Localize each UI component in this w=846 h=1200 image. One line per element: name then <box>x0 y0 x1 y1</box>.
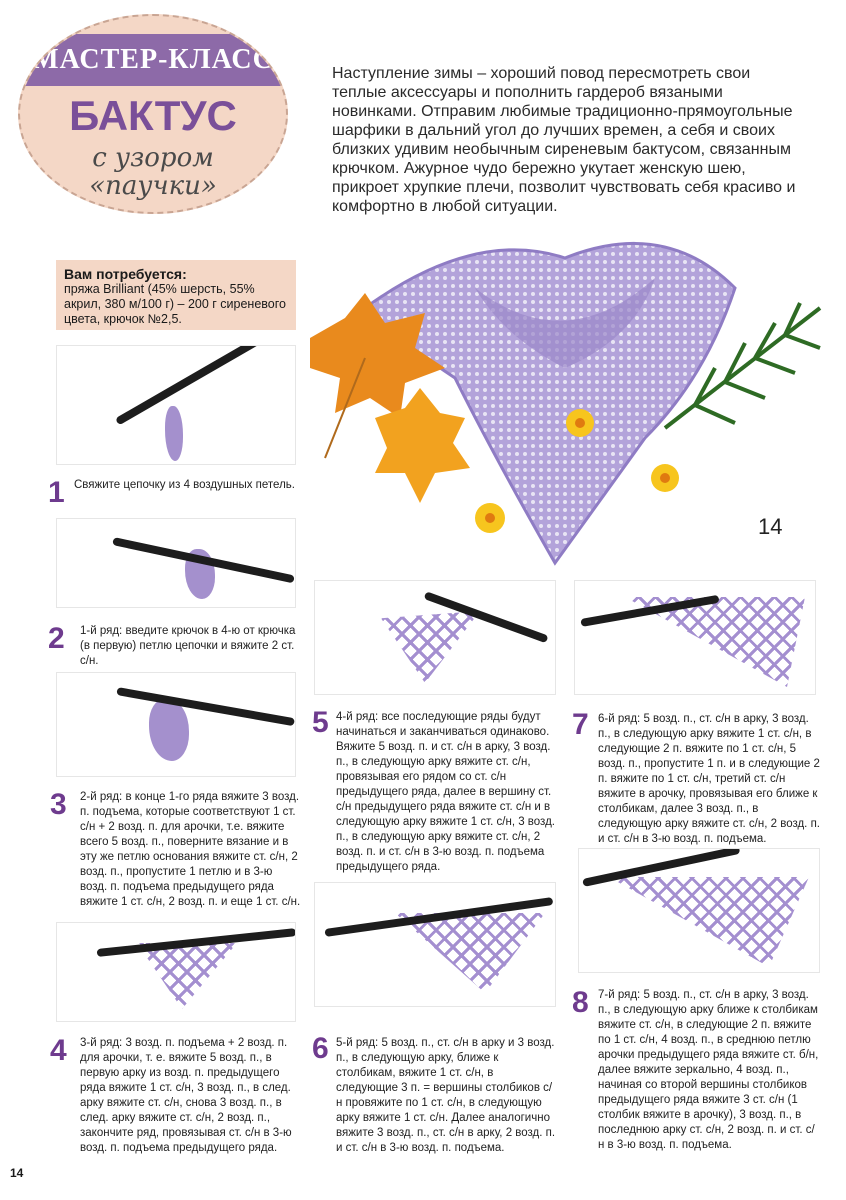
step-3-photo <box>56 672 296 777</box>
requirements-title: Вам потребуется: <box>64 266 187 282</box>
step-text: 3-й ряд: 3 возд. п. подъема + 2 возд. п. для арочки, т. е. вяжите 5 возд. п., в первую арку из возд. п. предыдущего ряда вяжите 1 ст. с/н, 3 возд. п., в след. арку вяжите ст. с/н, снова 3 возд. п., в след. арку вяжите ст. с/н, 2 возд. п., закончите ряд, провязывая ст. с/н в 3-ю возд. п. подъема предыдущего ряда. <box>80 1037 292 1154</box>
step-text: 5-й ряд: 5 возд. п., ст. с/н в арку и 3 возд. п., в следующую арку, ближе к столбикам, вяжите 1 ст. с/н, в следующие 3 п. = вершины столбиков с/н провяжите по 1 ст. с/н, в следующую арку вяжите 1 ст. с/н. Далее аналогично вяжите 3 возд. п., ст. с/н в арку, 2 возд. п. и ст. с/н в 3-ю возд. п. подъема. <box>336 1037 556 1154</box>
badge-band-text: МАСТЕР-КЛАСС <box>32 44 274 75</box>
step-7-photo <box>574 580 816 695</box>
step-number: 7 <box>572 708 589 741</box>
step-number: 3 <box>50 788 67 821</box>
photo-number: 14 <box>758 514 783 539</box>
step-5-photo <box>314 580 556 695</box>
shawl-illustration <box>305 218 825 578</box>
page-number: 14 <box>10 1166 24 1180</box>
step-number: 1 <box>48 476 65 509</box>
step-8-photo <box>578 848 820 973</box>
step-1-photo <box>56 345 296 465</box>
step-text: 4-й ряд: все последующие ряды будут начинаться и заканчиваться одинаково. Вяжите 5 возд. п. и ст. с/н в арку, 3 возд. п., в следующую арку вяжите ст. с/н, провязывая его рядом со ст. с/н предыдущего ряда, далее в вершину ст. с/н предыдущего ряда вяжите ст. с/н и в следующую арку вяжите 1 ст. с/н, 3 возд. п., в следующую арку вяжите ст. с/н, 2 возд. п. и ст. с/н в 3-ю возд. п. подъема предыдущего ряда. <box>336 711 555 873</box>
badge-subtitle <box>20 144 286 200</box>
step-text: 7-й ряд: 5 возд. п., ст. с/н в арку, 3 возд. п., в следующую арку ближе к столбикам вяжите ст. с/н, в следующие 2 п. вяжите по 1 ст. с/н, 4 возд. п., в среднюю петлю арочки предыдущего ряда вяжите ст. б/н, далее вяжите зеркально, 4 возд. п., начиная со второй вершины столбиков предыдущего ряда вяжите 3 ст. с/н (1 столбик вяжите в арочку), 3 возд. п., в последнюю арку ст. с/н, 2 возд. п. и ст. с/н в 3-ю возд. п. подъема. <box>598 989 819 1151</box>
hero-photo <box>305 218 825 578</box>
badge-subtitle-line-1: с узором <box>92 143 214 173</box>
step-number: 6 <box>312 1032 329 1065</box>
badge-band <box>20 34 286 86</box>
step-text: 6-й ряд: 5 возд. п., ст. с/н в арку, 3 возд. п., в следующую арку вяжите 1 ст. с/н, в следующие 2 п. вяжите по 1 ст. с/н, 5 возд. п., пропустите 1 п. и в следующие 2 п. вяжите по 1 ст. с/н, третий ст. с/н вяжите в арочку, провязывая его ближе к столбикам, далее 3 возд. п., в следующую арку вяжите ст. с/н, 2 возд. п. и ст. с/н в 3-ю возд. п. подъема. <box>598 713 820 845</box>
step-number: 4 <box>50 1034 67 1067</box>
intro-text: Наступление зимы – хороший повод пересмотреть свои теплые аксессуары и пополнить гардероб вязаными новинками. Отправим любимые традиционно-прямоугольные шарфики в дальний угол до лучших времен, а себя и своих близких удивим необычным сиреневым бактусом, связанным крючком. Ажурное чудо бережно укутает женскую шею, прикроет хрупкие плечи, позволит чувствовать себя красиво и комфортно в любой ситуации. <box>332 65 796 215</box>
badge-subtitle-line-2: «паучки» <box>89 171 217 201</box>
flower-icon <box>475 503 505 533</box>
header-badge <box>18 14 288 214</box>
requirements-text: пряжа Brilliant (45% шерсть, 55% акрил, 380 м/100 г) – 200 г сиреневого цвета, крючок №2,5. <box>64 282 286 326</box>
flower-icon <box>651 464 679 492</box>
badge-title: БАКТУС <box>69 92 237 139</box>
requirements-box <box>56 260 296 330</box>
step-number: 8 <box>572 986 589 1019</box>
step-4-photo <box>56 922 296 1022</box>
step-text: 1-й ряд: введите крючок в 4-ю от крючка (в первую) петлю цепочки и вяжите 2 ст. с/н. <box>80 625 296 667</box>
step-2-photo <box>56 518 296 608</box>
step-text: 2-й ряд: в конце 1-го ряда вяжите 3 возд. п. подъема, которые соответствуют 1 ст. с/н + 2 возд. п. для арочки, т.е. вяжите всего 5 возд. п., поверните вязание и в эту же петлю основания вяжите ст. с/н, 2 возд. п., пропустите 1 петлю и в 3-ю возд. п. подъема предыдущего ряда вяжите 1 ст. с/н, 2 возд. п. и еще 1 ст. с/н. <box>80 791 301 908</box>
step-number: 2 <box>48 622 65 655</box>
step-text: Свяжите цепочку из 4 воздушных петель. <box>74 479 295 491</box>
step-number: 5 <box>312 706 329 739</box>
flower-icon <box>566 409 594 437</box>
step-6-photo <box>314 882 556 1007</box>
